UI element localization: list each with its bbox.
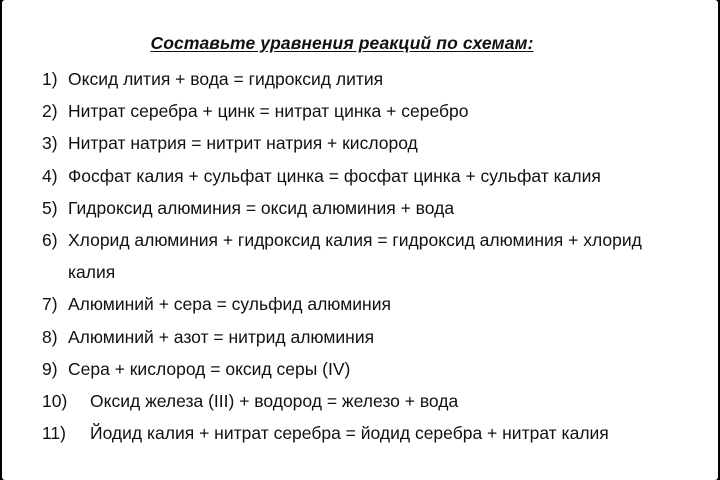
item-number: 6) — [42, 230, 58, 251]
list-item-6-continuation: калия — [68, 262, 116, 283]
item-text: Алюминий + азот = нитрид алюминия — [68, 326, 375, 347]
document-page — [2, 0, 718, 480]
item-number: 9) — [42, 358, 58, 379]
item-text: Нитрат натрия = нитрит натрия + кислород — [68, 133, 418, 154]
item-text: Алюминий + сера = сульфид алюминия — [68, 294, 391, 315]
item-text: Йодид калия + нитрат серебра = йодид серебра + нитрат калия — [90, 423, 609, 444]
item-text: Фосфат калия + сульфат цинка = фосфат цинка + сульфат калия — [68, 165, 601, 186]
item-text: Сера + кислород = оксид серы (IV) — [68, 358, 351, 379]
item-text: Гидроксид алюминия = оксид алюминия + вода — [68, 197, 455, 218]
list-item-10 — [42, 385, 708, 417]
list-item-6 — [42, 224, 708, 256]
list-item-5 — [42, 192, 708, 224]
item-text: Хлорид алюминия + гидроксид калия = гидроксид алюминия + хлорид — [68, 230, 642, 251]
item-number: 3) — [42, 133, 58, 154]
item-number: 4) — [42, 165, 58, 186]
item-number: 2) — [42, 101, 58, 122]
item-number: 7) — [42, 294, 58, 315]
list-item-2 — [42, 95, 708, 127]
item-number: 5) — [42, 197, 58, 218]
item-number: 10) — [42, 391, 68, 412]
list-item-9 — [42, 353, 708, 385]
list-item-4 — [42, 160, 708, 192]
item-number: 1) — [42, 69, 58, 89]
list-item-7 — [42, 288, 708, 320]
item-text: Оксид лития + вода = гидроксид лития — [68, 69, 384, 89]
reaction-list — [42, 63, 708, 449]
list-item-11 — [42, 417, 708, 449]
item-text: Нитрат серебра + цинк = нитрат цинка + серебро — [68, 101, 469, 122]
item-number: 11) — [42, 423, 66, 444]
list-item-1 — [42, 63, 708, 95]
list-item-3 — [42, 127, 708, 159]
page-title: Составьте уравнения реакций по схемам: — [150, 33, 534, 53]
item-number: 8) — [42, 326, 58, 347]
list-item-8 — [42, 321, 708, 353]
item-text: Оксид железа (III) + водород = железо + вода — [90, 391, 459, 412]
